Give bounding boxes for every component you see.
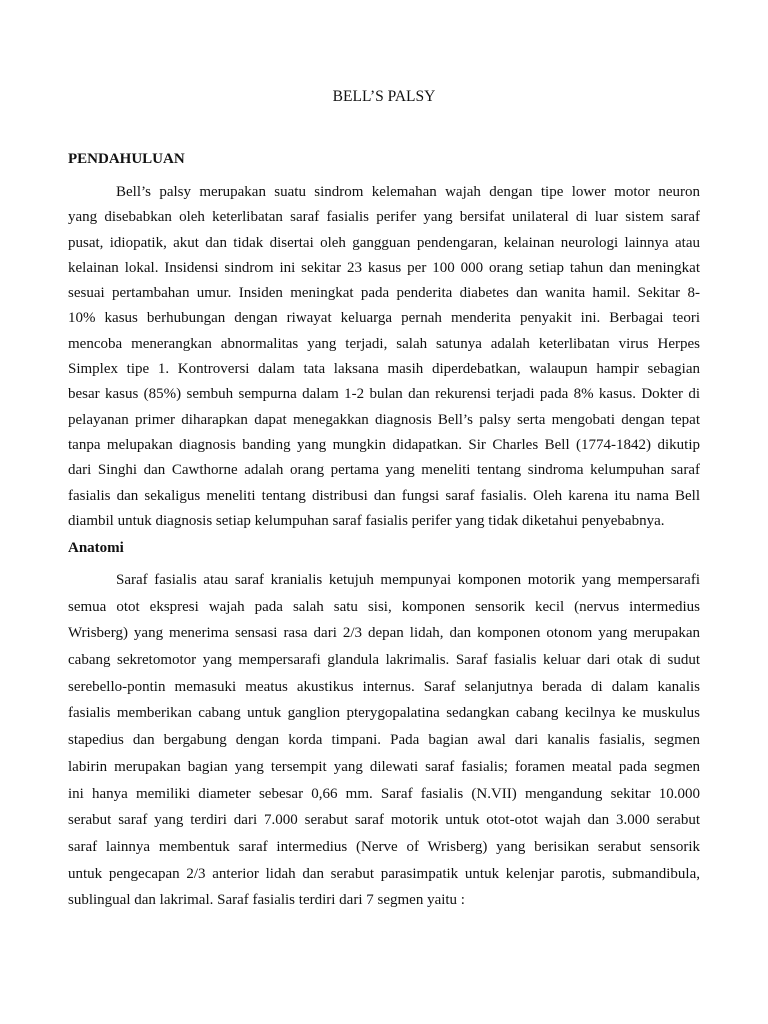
text-line: kelainan lokal. Insidensi sindrom ini sekitar 23 kasus per 100 000 orang setiap tahun dan meningkat — [68, 259, 700, 276]
text-line: serebello-pontin memasuki meatus akustikus internus. Saraf selanjutnya berada di dalam kanalis — [68, 678, 700, 695]
text-line: stapedius dan bergabung dengan korda timpani. Pada bagian awal dari kanalis fasialis, segmen — [68, 732, 700, 749]
text-line: cabang sekretomotor yang mempersarafi glandula lakrimalis. Saraf fasialis keluar dari otak di sudut — [68, 652, 700, 669]
text-line: diambil untuk diagnosis setiap kelumpuhan saraf fasialis perifer yang tidak diketahui penyebabnya. — [68, 512, 665, 529]
text-line: ini hanya memiliki diameter sebesar 0,66 mm. Saraf fasialis (N.VII) mengandung sekitar 10.000 — [68, 785, 700, 802]
text-line: semua otot ekspresi wajah pada salah satu sisi, komponen sensorik kecil (nervus intermedius — [68, 598, 700, 615]
text-line: besar kasus (85%) sembuh sempurna dalam 1-2 bulan dan rekurensi terjadi pada 8% kasus. Dokter di — [68, 386, 700, 403]
text-line: 10% kasus berhubungan dengan riwayat keluarga pernah menderita penyakit ini. Berbagai teori — [68, 310, 700, 327]
text-line: dari Singhi dan Cawthorne adalah orang pertama yang meneliti tentang sindroma kelumpuhan saraf — [68, 462, 700, 479]
text-line: tanpa melupakan diagnosis banding yang mungkin didapatkan. Sir Charles Bell (1774-1842) dikutip — [68, 436, 700, 453]
text-line: fasialis memberikan cabang untuk ganglion pterygopalatina sedangkan cabang kecilnya ke muskulus — [68, 705, 700, 722]
section-heading-pendahuluan: PENDAHULUAN — [68, 151, 185, 167]
document-title: BELL’S PALSY — [332, 88, 436, 105]
text-line: serabut saraf yang terdiri dari 7.000 serabut saraf motorik untuk otot-otot wajah dan 3.000 serabut — [68, 812, 700, 829]
text-line: pusat, idiopatik, akut dan tidak disertai oleh gangguan pendengaran, kelainan neurologi lainnya atau — [68, 234, 700, 251]
paragraph-pendahuluan — [68, 180, 700, 534]
text-line: labirin merupakan bagian yang tersempit yang dilewati saraf fasialis; foramen meatal pada segmen — [68, 758, 700, 775]
text-line: saraf lainnya membentuk saraf intermedius (Nerve of Wrisberg) yang berisikan serabut sensorik — [68, 838, 700, 855]
text-line: Wrisberg) yang menerima sensasi rasa dari 2/3 depan lidah, dan komponen otonom yang merupakan — [68, 625, 700, 642]
text-line: mencoba menerangkan abnormalitas yang terjadi, salah satunya adalah keterlibatan virus Herpes — [68, 335, 700, 352]
text-line: Simplex tipe 1. Kontroversi dalam tata laksana masih diperdebatkan, walaupun hampir sebagian — [68, 361, 700, 378]
text-line: yang disebabkan oleh keterlibatan saraf fasialis perifer yang bersifat unilateral di luar sistem saraf — [68, 209, 700, 226]
text-line: Bell’s palsy merupakan suatu sindrom kelemahan wajah dengan tipe lower motor neuron — [116, 184, 700, 200]
text-line: untuk pengecapan 2/3 anterior lidah dan serabut parasimpatik untuk kelenjar parotis, submandibula, — [68, 865, 700, 882]
text-line: pelayanan primer diharapkan dapat menegakkan diagnosis Bell’s palsy serta mengobati dengan tepat — [68, 411, 700, 428]
section-heading-anatomi: Anatomi — [68, 540, 124, 556]
text-line: fasialis dan sekaligus meneliti tentang distribusi dan fungsi saraf fasialis. Oleh karena itu nama Bell — [68, 487, 700, 504]
text-line: sesuai pertambahan umur. Insiden meningkat pada penderita diabetes dan wanita hamil. Sekitar 8- — [68, 285, 700, 302]
text-line: Saraf fasialis atau saraf kranialis ketujuh mempunyai komponen motorik yang mempersarafi — [116, 572, 700, 588]
paragraph-anatomi — [68, 567, 700, 914]
text-line: sublingual dan lakrimal. Saraf fasialis terdiri dari 7 segmen yaitu : — [68, 892, 465, 909]
